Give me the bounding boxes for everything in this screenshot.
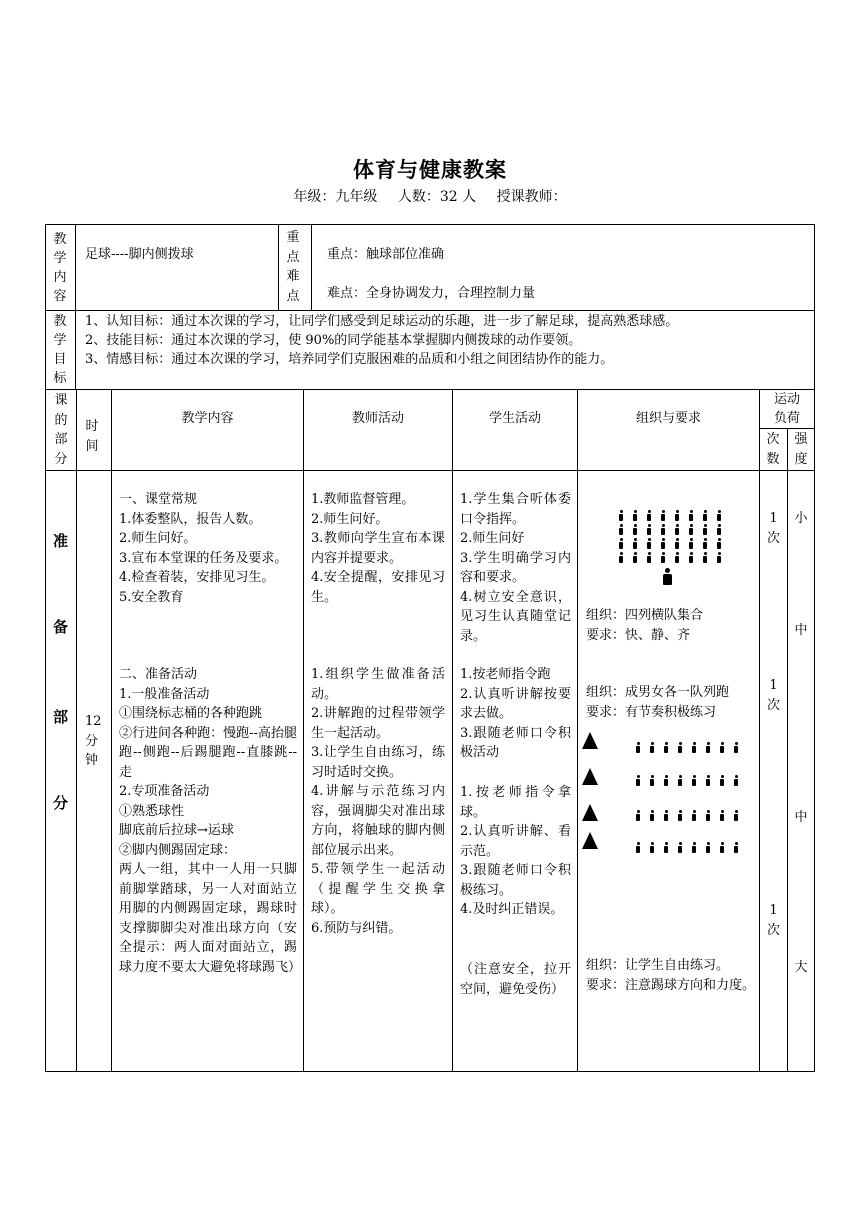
teacher-line: 2.师生问好。 xyxy=(311,511,389,527)
student-figure-icon xyxy=(661,552,665,563)
times-value: 1 xyxy=(769,903,778,918)
load-times xyxy=(760,676,787,715)
student-figure-icon xyxy=(692,842,696,853)
header-char: 分 xyxy=(54,451,68,467)
student-figure-icon xyxy=(619,538,623,549)
teacher-line: 3.让学生自由练习，练习时适时交换。 xyxy=(311,745,445,780)
column-header-load: 运动负荷 xyxy=(773,392,800,426)
header-info xyxy=(0,186,860,206)
student-figure-icon xyxy=(664,775,668,786)
teacher-figure-icon xyxy=(663,568,672,585)
org-run-text xyxy=(586,683,758,722)
header-char: 课 xyxy=(54,393,68,408)
load-times xyxy=(760,901,787,940)
difficulty-text: 难点：全身协调发力，合理控制力量 xyxy=(327,286,536,301)
student-figure-icon xyxy=(720,810,724,821)
row-divider xyxy=(45,470,815,471)
student-figure-icon xyxy=(661,524,665,535)
goal-item: 1、认知目标：通过本次课的学习，让同学们感受到足球运动的乐趣，进一步了解足球，提高熟悉球感。 xyxy=(85,314,679,329)
student-figure-icon xyxy=(689,538,693,549)
header-char: 部 xyxy=(54,432,68,447)
student-figure-icon xyxy=(675,524,679,535)
label-char: 目 xyxy=(53,352,67,367)
teaching-goals-label xyxy=(51,312,69,388)
teacher-activity-routine xyxy=(311,490,445,607)
student-figure-icon xyxy=(703,510,707,521)
student-figure-icon xyxy=(619,524,623,535)
col-divider xyxy=(278,224,279,310)
student-line: 3.跟随老师口令积极活动 xyxy=(460,725,571,760)
student-figure-icon xyxy=(664,742,668,753)
page-title: 体育与健康教案 xyxy=(353,157,507,182)
student-figure-icon xyxy=(689,510,693,521)
student-line: 1.按老师指令拿球。 xyxy=(460,785,571,820)
student-line: 2.认真听讲解、看示范。 xyxy=(460,824,571,859)
column-header-content: 教学内容 xyxy=(181,411,234,426)
content-line: 1.体委整队，报告人数。 xyxy=(119,511,262,527)
header-char: 间 xyxy=(85,438,99,454)
intensity-value: 小 xyxy=(794,511,808,526)
content-line: 二、准备活动 xyxy=(119,667,198,682)
teacher-text: 授课教师： xyxy=(496,189,567,205)
student-line: 4.树立安全意识，见习生认真随堂记录。 xyxy=(460,589,571,644)
student-activity-run xyxy=(460,665,571,763)
student-safety-note: （注意安全，拉开空间，避免受伤） xyxy=(460,962,571,997)
student-figure-icon xyxy=(636,842,640,853)
student-figure-icon xyxy=(636,742,640,753)
intensity-value: 中 xyxy=(794,623,808,638)
student-figure-icon xyxy=(619,552,623,563)
content-routine xyxy=(119,490,297,607)
part-name-char: 部 xyxy=(53,708,69,726)
part-name-char: 分 xyxy=(53,794,69,812)
label-char: 重 xyxy=(286,230,300,245)
teacher-line: 5.带领学生一起活动（提醒学生交换拿球）。 xyxy=(311,862,445,916)
times-unit: 次 xyxy=(766,530,780,546)
student-figure-icon xyxy=(650,810,654,821)
student-line: 1.学生集合听体委口令指挥。 xyxy=(460,492,571,527)
table-border-left xyxy=(45,224,46,1072)
student-figure-icon xyxy=(717,552,721,563)
cone-icon xyxy=(582,804,598,821)
student-figure-icon xyxy=(706,810,710,821)
student-figure-icon xyxy=(650,775,654,786)
column-header-part xyxy=(51,391,71,469)
times-value: 1 xyxy=(769,511,778,526)
org-line: 要求：注意踢球方向和力度。 xyxy=(586,977,756,993)
teacher-line: 4.讲解与示范练习内容，强调脚尖对准出球方向，将触球的脚内侧部位展示出来。 xyxy=(311,784,445,858)
label-char: 点 xyxy=(286,249,300,265)
student-figure-icon xyxy=(734,775,738,786)
content-line: 2.师生问好。 xyxy=(119,531,197,546)
student-figure-icon xyxy=(703,552,707,563)
content-line: 脚底前后拉球→运球 xyxy=(119,823,234,838)
cone-icon xyxy=(582,768,598,785)
label-char: 学 xyxy=(53,251,67,266)
student-figure-icon xyxy=(633,510,637,521)
student-figure-icon xyxy=(703,538,707,549)
key-points-label xyxy=(284,228,302,306)
org-line: 组织：让学生自由练习。 xyxy=(586,958,730,973)
key-point-text: 重点：触球部位准确 xyxy=(327,247,445,262)
content-line: ②行进间各种跑：慢跑--高抬腿跑--侧跑--后踢腿跑--直膝跳--走 xyxy=(119,725,297,780)
goal-item: 3、情感目标：通过本次课的学习，培养同学们克服困难的品质和小组之间团结协作的能力。 xyxy=(85,352,614,367)
student-figure-icon xyxy=(717,524,721,535)
cone-icon xyxy=(582,832,598,849)
content-line: 一、课堂常规 xyxy=(119,492,198,507)
teacher-line: 1.教师监督管理。 xyxy=(311,492,415,507)
org-practice-text xyxy=(586,956,756,995)
duration xyxy=(85,712,105,771)
teacher-line: 3.教师向学生宣布本课内容并提要求。 xyxy=(311,531,445,566)
org-line: 要求：有节奏积极练习 xyxy=(586,704,717,720)
label-char: 内 xyxy=(53,270,67,285)
header-char: 的 xyxy=(54,412,68,428)
student-figure-icon xyxy=(619,510,623,521)
student-figure-icon xyxy=(689,552,693,563)
student-figure-icon xyxy=(647,552,651,563)
student-figure-icon xyxy=(647,524,651,535)
student-line: 3.学生明确学习内容和要求。 xyxy=(460,550,571,585)
label-char: 教 xyxy=(53,314,67,329)
student-line: 2.认真听讲解按要求去做。 xyxy=(460,686,571,721)
col-divider xyxy=(303,389,304,1072)
student-activity-routine xyxy=(460,490,571,646)
part-name-char: 准 xyxy=(53,532,69,550)
student-figure-icon xyxy=(717,538,721,549)
student-figure-icon xyxy=(720,742,724,753)
label-char: 学 xyxy=(53,333,67,348)
student-figure-icon xyxy=(720,842,724,853)
org-line: 组织：成男女各一队列跑 xyxy=(586,685,730,700)
student-figure-icon xyxy=(661,538,665,549)
col-divider xyxy=(311,224,312,310)
student-figure-icon xyxy=(692,775,696,786)
teacher-line: 2.讲解跑的过程带领学生一起活动。 xyxy=(311,706,445,741)
student-figure-icon xyxy=(678,742,682,753)
duration-unit: 分 xyxy=(85,733,99,749)
col-divider xyxy=(75,224,76,389)
lesson-topic: 足球----脚内侧拨球 xyxy=(85,247,194,262)
org-formation-text xyxy=(586,606,756,645)
student-figure-icon xyxy=(633,552,637,563)
content-warmup xyxy=(119,665,302,977)
col-divider xyxy=(759,389,760,1072)
col-divider xyxy=(577,389,578,1072)
label-char: 难 xyxy=(286,269,300,284)
content-line: 3.宣布本堂课的任务及要求。 xyxy=(119,550,288,566)
student-line: 4.及时纠正错误。 xyxy=(460,902,564,917)
column-header-intensity xyxy=(791,430,811,469)
header-char: 次 xyxy=(766,432,780,447)
org-line: 要求：快、静、齐 xyxy=(586,627,691,643)
student-figure-icon xyxy=(678,775,682,786)
student-figure-icon xyxy=(647,538,651,549)
label-char: 标 xyxy=(53,371,67,386)
student-figure-icon xyxy=(664,842,668,853)
content-line: 4.检查着装，安排见习生。 xyxy=(119,570,275,585)
teaching-content-label xyxy=(51,230,69,306)
table-border-top xyxy=(45,224,815,225)
row-divider xyxy=(45,310,815,311)
col-divider xyxy=(452,389,453,1072)
lesson-plan-table xyxy=(45,224,815,1072)
content-line: 1.一般准备活动 xyxy=(119,686,210,702)
table-border-bottom xyxy=(45,1071,815,1072)
teacher-line: 6.预防与纠错。 xyxy=(311,920,402,936)
goal-item: 2、技能目标：通过本次课的学习，使 90%的同学能基本掌握脚内侧拨球的动作要领。 xyxy=(85,333,582,348)
content-line: 5.安全教育 xyxy=(119,589,184,605)
student-figure-icon xyxy=(633,538,637,549)
student-figure-icon xyxy=(678,842,682,853)
header-char: 数 xyxy=(766,451,780,467)
table-border-right xyxy=(814,224,815,1072)
student-figure-icon xyxy=(706,842,710,853)
student-figure-icon xyxy=(703,524,707,535)
content-line: 2.专项准备活动 xyxy=(119,784,210,799)
col-divider xyxy=(76,389,77,1072)
intensity-value: 大 xyxy=(794,960,808,975)
student-figure-icon xyxy=(678,810,682,821)
teacher-activity-warmup xyxy=(311,665,445,938)
student-figure-icon xyxy=(647,510,651,521)
student-count-text: 人数：32 人 xyxy=(397,189,477,205)
student-figure-icon xyxy=(650,842,654,853)
student-line: 2.师生问好 xyxy=(460,531,525,546)
student-figure-icon xyxy=(692,810,696,821)
student-figure-icon xyxy=(734,842,738,853)
student-figure-icon xyxy=(734,810,738,821)
column-header-teacher: 教师活动 xyxy=(351,411,404,426)
content-line: ②脚内侧踢固定球： xyxy=(119,842,237,858)
student-figure-icon xyxy=(692,742,696,753)
duration-unit: 钟 xyxy=(85,753,99,768)
student-line: 1.按老师指令跑 xyxy=(460,667,551,682)
column-header-student: 学生活动 xyxy=(488,411,541,426)
label-char: 教 xyxy=(53,232,67,247)
student-figure-icon xyxy=(650,742,654,753)
content-line: ①围绕标志桶的各种跑跳 xyxy=(119,706,263,721)
label-char: 容 xyxy=(53,289,67,304)
student-figure-icon xyxy=(706,775,710,786)
teacher-line: 1.组织学生做准备活动。 xyxy=(311,667,445,702)
column-header-times xyxy=(763,430,783,469)
intensity-value: 中 xyxy=(794,810,808,825)
org-line: 组织：四列横队集合 xyxy=(586,608,704,623)
col-divider xyxy=(111,389,112,1072)
header-char: 度 xyxy=(794,451,808,467)
student-figure-icon xyxy=(734,742,738,753)
label-char: 点 xyxy=(286,288,300,304)
student-figure-icon xyxy=(675,510,679,521)
times-unit: 次 xyxy=(766,697,780,713)
times-unit: 次 xyxy=(766,922,780,938)
header-char: 强 xyxy=(794,432,808,447)
grade-text: 年级：九年级 xyxy=(293,189,378,205)
student-line: 3.跟随老师口令积极练习。 xyxy=(460,863,571,898)
teacher-line: 4.安全提醒，安排见习生。 xyxy=(311,570,445,605)
row-divider xyxy=(45,389,815,390)
column-header-time xyxy=(82,417,102,456)
content-line: 两人一组，其中一人用一只脚前脚掌踏球，另一人对面站立用脚的内侧踢固定球，踢球时支撑脚脚尖对准出球方向（安全提示：两人面对面站立，踢球力度不要太大避免将球踢飞） xyxy=(119,862,302,975)
header-char: 时 xyxy=(85,419,99,434)
times-value: 1 xyxy=(769,678,778,693)
content-line: ①熟悉球性 xyxy=(119,803,185,819)
student-figure-icon xyxy=(661,510,665,521)
student-activity-ball xyxy=(460,783,571,920)
part-name-char: 备 xyxy=(53,618,69,636)
student-figure-icon xyxy=(675,552,679,563)
load-times xyxy=(760,509,787,548)
student-figure-icon xyxy=(720,775,724,786)
student-figure-icon xyxy=(689,524,693,535)
student-figure-icon xyxy=(636,775,640,786)
student-figure-icon xyxy=(636,810,640,821)
column-header-org: 组织与要求 xyxy=(635,411,701,426)
cone-icon xyxy=(582,732,598,749)
student-figure-icon xyxy=(664,810,668,821)
student-figure-icon xyxy=(706,742,710,753)
duration-number: 12 xyxy=(85,714,102,729)
student-figure-icon xyxy=(633,524,637,535)
student-figure-icon xyxy=(717,510,721,521)
student-figure-icon xyxy=(675,538,679,549)
